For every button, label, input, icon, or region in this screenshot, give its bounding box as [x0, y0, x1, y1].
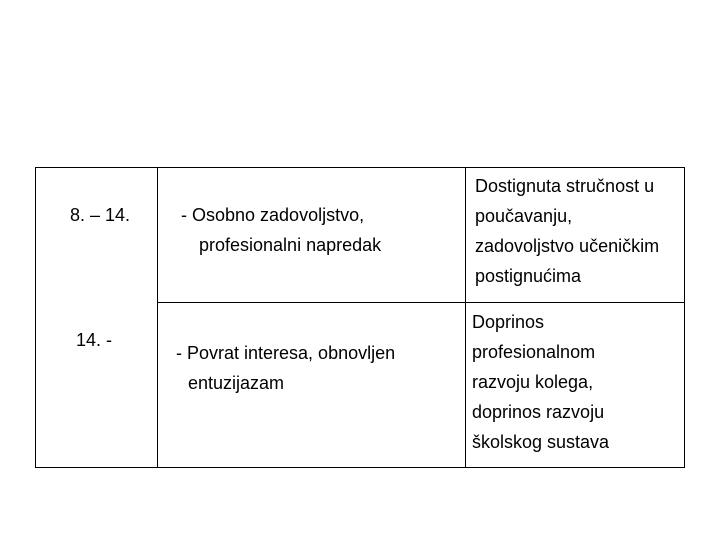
- motivation-line: profesionalni napredak: [199, 235, 382, 255]
- motivation-line: - Osobno zadovoljstvo,: [181, 205, 365, 225]
- outcome-line: postignućima: [475, 266, 582, 286]
- outcome-line: zadovoljstvo učeničkim: [475, 236, 660, 256]
- row-divider: [157, 302, 684, 303]
- outcome-cell-2: [472, 307, 609, 457]
- outcome-line: Dostignuta stručnost u: [475, 176, 655, 196]
- outcome-line: Doprinos: [472, 312, 545, 332]
- outcome-line: školskog sustava: [472, 432, 610, 452]
- motivation-cell-1: [181, 200, 381, 260]
- range-cell-2: 14. -: [76, 330, 113, 350]
- motivation-line: entuzijazam: [188, 373, 285, 393]
- outcome-cell-1: [475, 171, 659, 291]
- motivation-cell-2: [176, 338, 395, 398]
- column-divider: [465, 168, 466, 467]
- career-stage-table: [35, 167, 685, 468]
- column-divider: [157, 168, 158, 467]
- outcome-line: razvoju kolega,: [472, 372, 594, 392]
- outcome-line: poučavanju,: [475, 206, 573, 226]
- outcome-line: doprinos razvoju: [472, 402, 605, 422]
- range-cell-1: 8. – 14.: [70, 205, 131, 225]
- motivation-line: - Povrat interesa, obnovljen: [176, 343, 396, 363]
- outcome-line: profesionalnom: [472, 342, 596, 362]
